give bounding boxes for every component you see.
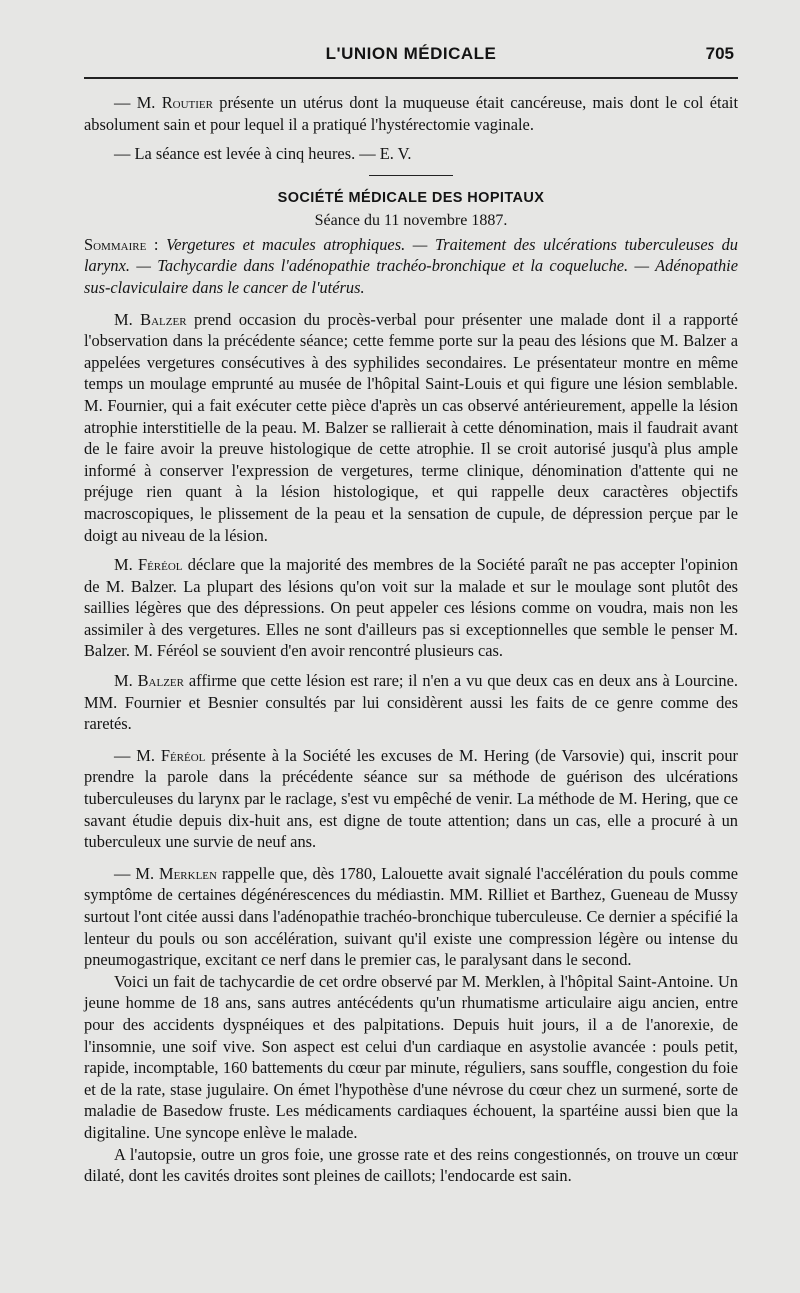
session-date: Séance du 11 novembre 1887. [314,211,508,229]
speaker-name: Balzer [140,309,187,329]
section-separator [369,175,453,176]
page-number: 705 [705,44,734,63]
case-paragraph: Voici un fait de tachycardie de cet ordre observé par M. Merklen, à l'hôpital Saint-Antoine. Un jeune homme de 18 ans, sans autres antécédents qu'un rhumatisme articulaire aigu ancien, entre pour des accidents dyspnéiques et des palpitations. Depuis huit jours, il a de l'anorexie, de l'insomnie, une soif vive. Son aspect est celui d'un cardiaque en asystolie avancée : pouls petit, rapide, incomptable, 160 battements du cœur par minute, réguliers, sans souffle, congestion du foie et de la rate, stase jugulaire. On émet l'hypothèse d'une névrose du cœur chez un surmené, sorte de maladie de Basedow fruste. Les médicaments cardiaques échouent, la spartéine aussi bien que la digitaline. Une syncope enlève le malade. [84,971,738,1142]
journal-title: L'UNION MÉDICALE [325,44,497,63]
header-rule [84,77,738,79]
closing-line: — La séance est levée à cinq heures. — E. V. [114,144,412,164]
balzer-reply-paragraph: M. Balzer affirme que cette lésion est rare; il n'en a vu que deux cas en deux ans à Lourcine. MM. Fournier et Besnier consultés par lui considèrent aussi les faits de ce genre comme des raretés. [84,671,738,734]
sommaire [84,234,738,299]
speaker-name: Féréol [160,745,206,765]
routier-paragraph: — M. Routier présente un utérus dont la muqueuse était cancéreuse, mais dont le col était absolument sain et pour lequel il a pratiqué l'hystérectomie vaginale. [84,93,738,134]
speaker-name: Routier [161,93,213,112]
fereol-hering-paragraph: — M. Féréol présente à la Société les excuses de M. Hering (de Varsovie) qui, inscrit pour prendre la parole dans la précédente séance sur sa méthode de guérison des ulcérations tuberculeuses du larynx par le raclage, s'est vu empêché de venir. La méthode de M. Hering, que ce savant étudie depuis dix-huit ans, est digne de toute attention; dans un cas, elle a procuré à un tuberculeux une survie de neuf ans. [84,745,738,852]
balzer-paragraph: M. Balzer prend occasion du procès-verbal pour présenter une malade dont il a rapporté l'observation dans la précédente séance; cette femme porte sur la peau des lésions que M. Balzer a appelées vergetures consécutives à des syphilides secondaires. Le présentateur montre en même temps un moulage emprunté au musée de l'hôpital Saint-Louis et qui figure une lésion semblable. M. Fournier, qui a fait exécuter cette pièce d'après un cas observé antérieurement, appelle la lésion atrophie interstitielle de la peau. M. Balzer se rallierait à cette dénomination, mais il faudrait avant de le faire avoir la preuve histologique de cette atrophie. Il se croit autorisé jusqu'à plus ample informé à conserver l'expression de vergetures, terme clinique, dénomination d'attente qui ne préjuge rien quant à la lésion histologique, et qui rappelle deux caractères objectifs macroscopiques, le plissement de la peau et la sensation de cupule, de dépression perçue par le doigt au niveau de la lésion. [84,309,738,545]
fereol-paragraph: M. Féréol déclare que la majorité des membres de la Société paraît ne pas accepter l'opinion de M. Balzer. La plupart des lésions qu'on voit sur la malade et sur le moulage sont plutôt des saillies légères que des dépressions. On peut appeler ces lésions comme on voudra, mais non les assimiler à des vergetures. Elles ne sont d'ailleurs pas si exceptionnelles que semble le penser M. Balzer. M. Féréol se souvient d'en avoir rencontré plusieurs cas. [84,555,738,661]
sommaire-label: Sommaire : [84,234,159,254]
autopsy-paragraph: A l'autopsie, outre un gros foie, une grosse rate et des reins congestionnés, on trouve un cœur dilaté, dont les cavités droites sont pleines de caillots; l'endocarde est sain. [84,1144,738,1186]
running-header [84,44,738,70]
sommaire-text: Vergetures et macules atrophiques. — Traitement des ulcérations tuberculeuses du larynx. — Tachycardie dans l'adénopathie trachéo-bronchique et la coqueluche. — Adénopathie sus-claviculaire dans le cancer de l'utérus. [84,234,739,297]
speaker-name: Féréol [137,555,183,575]
merklen-paragraph: — M. Merklen rappelle que, dès 1780, Lalouette avait signalé l'accélération du pouls comme symptôme de certaines dégénérescences du médiastin. MM. Rilliet et Barthez, Gueneau de Mussy surtout l'ont citée aussi dans l'adénopathie trachéo-bronchique tuberculeuse. Ce dernier a spécifié la lenteur du pouls ou son accélération, suivant qu'il existe une compression légère ou intense du pneumogastrique, excitant ce nerf dans le premier cas, le paralysant dans le second. [84,863,738,970]
page-body [84,92,738,1187]
speaker-name: Balzer [137,671,184,691]
section-title: SOCIÉTÉ MÉDICALE DES HOPITAUX [277,189,545,206]
speaker-name: Merklen [159,863,217,883]
